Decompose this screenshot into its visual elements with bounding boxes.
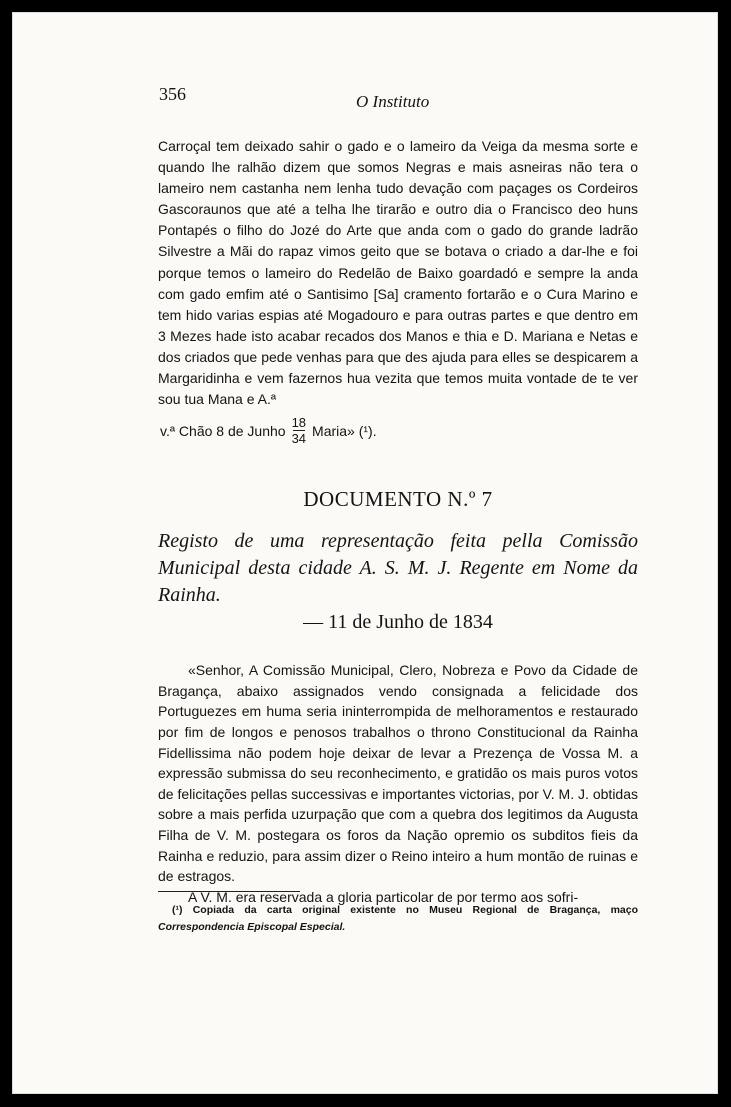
date-day: 18	[291, 415, 307, 431]
paragraph: «Senhor, A Comissão Municipal, Clero, Nobreza e Povo da Cidade de Bragança, abaixo assignados vendo consignada a felicidade dos Portuguezes em huma seria ininterrompida de melhoramentos e restaurado por fim de longos e penosos trabalhos o throno Constitucional da Rainha Fidellissima não podem hoje deixar de levar a Prezença de Vossa M. a expressão submissa do seu reconhecimento, e gratidão os mais puros votos de felicitações pellas successivas e importantes victorias, por V. M. J. obtidas sobre a mais perfida uzurpação que com a quebra dos legitimos da Augusta Filha de V. M. postegara os foros da Nação opremio os subditos fieis da Rainha e reduzio, para assim dizer o Reino inteiro a hum montão de ruinas e de estragos.	[158, 662, 638, 885]
signature-suffix: Maria» (¹).	[312, 422, 377, 439]
footnote-divider	[158, 891, 300, 892]
representation-text	[158, 660, 638, 907]
footnote-italic: Correspondencia Episcopal Especial.	[158, 921, 346, 933]
letter-text: Carroçal tem deixado sahir o gado e o lameiro da Veiga da mesma sorte e quando lhe ralhão dizem que somos Negras e mais asneiras não tera o lameiro nem castanha nem lenha tudo devação com paçages os Cordeiros Gascoraunos que até a telha lhe tirarão e outro dia o Francisco deo huns Pontapés o filho do Jozé do Arte que anda com o gado do grande ladrão Silvestre a Mãi do rapaz vimos geito que se botava o criado a dar-lhe e foi porque temos o lameiro do Redelão de Baixo goardadó e sempre la anda com gado emfim até o Santisimo [Sa] cramento fortarão e o Cura Marino e tem hido varias espias até Mogadouro e para outras partes e que dentro em 3 Mezes hade isto acabar recados dos Manos e thia e D. Mariana e Netas e dos criados que pede venhas para que des ajuda para elles se despicarem a Margaridinha e vem fazernos hua vezita que temos muita vontade de te ver sou tua Mana e A.ª	[158, 138, 638, 408]
letter-continuation	[158, 136, 638, 410]
letter-signature	[160, 416, 638, 445]
signature-prefix: v.ª Chão 8 de Junho	[160, 422, 286, 439]
document-date: — 11 de Junho de 1834	[303, 611, 493, 634]
page-number: 356	[159, 84, 186, 104]
footnote-text: (¹) Copiada da carta original existente no Museu Regional de Bragança, maço	[172, 904, 638, 916]
date-fraction	[292, 416, 306, 445]
document-subtitle: Registo de uma representação feita pella Comissão Municipal desta cidade A. S. M. J. Regente em Nome da Rainha.	[158, 530, 638, 607]
paragraph: A V. M. era reservada a gloria particolar de por termo aos sofri-	[188, 888, 579, 905]
footnote	[158, 902, 638, 936]
running-title: O Instituto	[356, 92, 430, 111]
document-heading: DOCUMENTO N.º 7	[303, 487, 493, 512]
book-page	[12, 12, 718, 1094]
date-year-suffix: 34	[291, 431, 307, 447]
page-header	[158, 84, 638, 114]
page-content	[158, 84, 638, 933]
